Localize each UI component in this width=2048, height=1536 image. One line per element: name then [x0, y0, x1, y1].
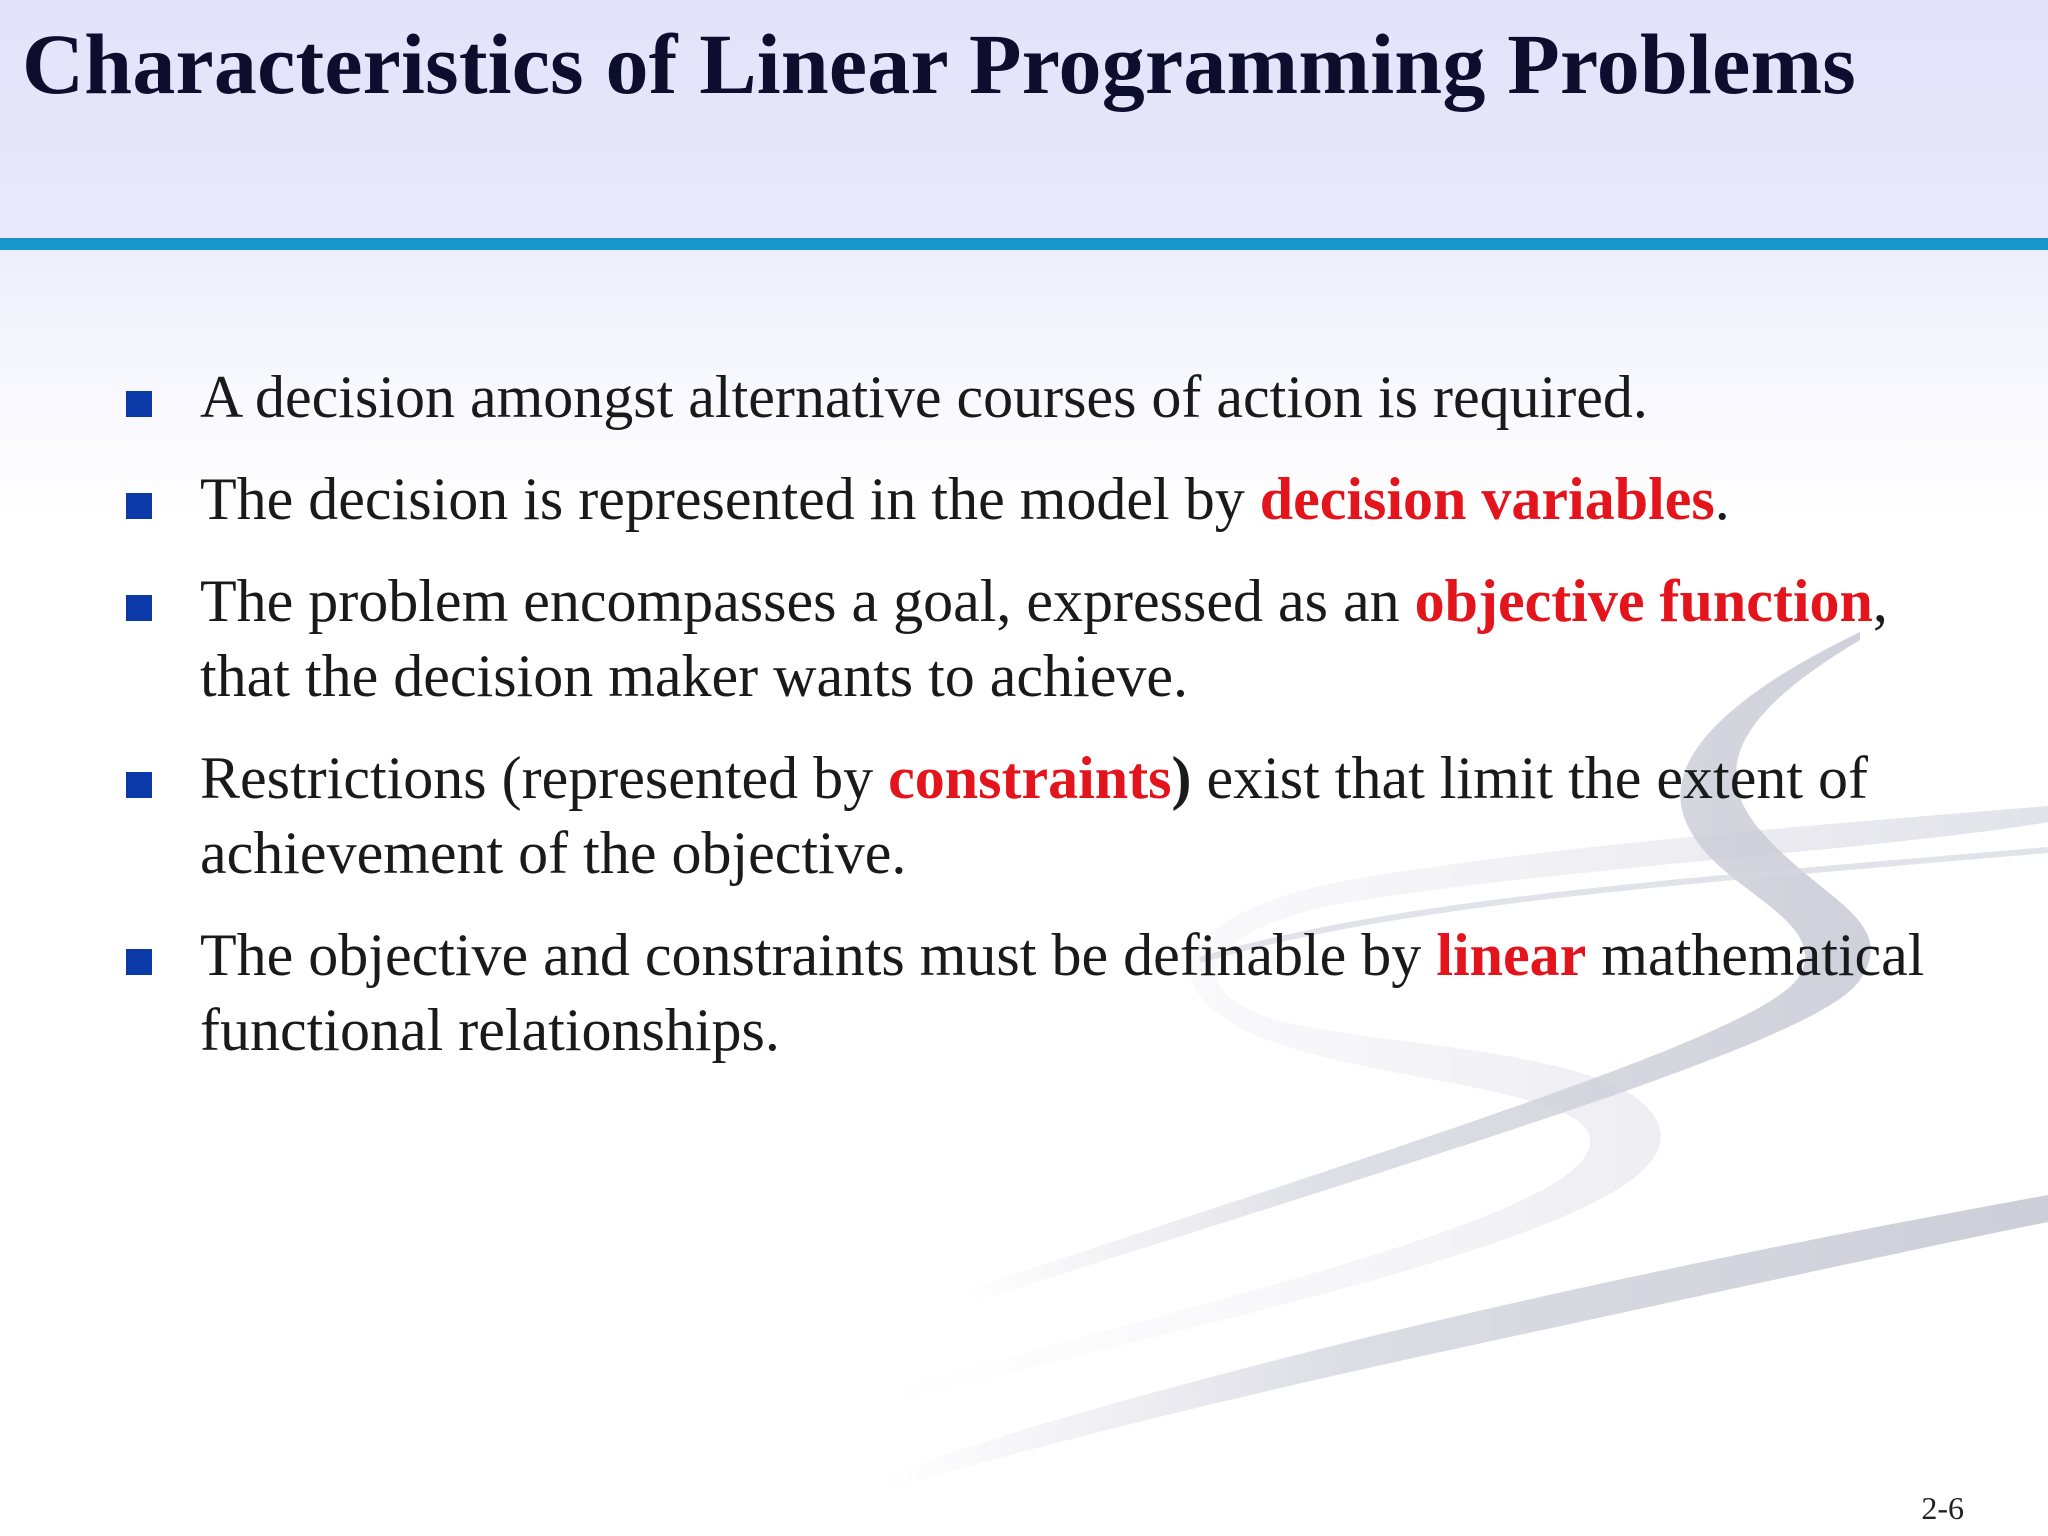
slide-title: Characteristics of Linear Programming Problems [22, 16, 1856, 112]
page-number: 2-6 [1921, 1490, 1964, 1526]
bullet-text: exist that limit the extent of achievement of the objective. [200, 745, 1868, 886]
bullet-text: Restrictions (represented by [200, 745, 889, 811]
bullet-text: The decision is represented in the model by [200, 466, 1260, 532]
bullet-text: mathematical functional relationships. [200, 922, 1925, 1063]
bullet-text: . [1714, 466, 1730, 532]
bullet-item-objective-function [126, 564, 1946, 714]
square-bullet-icon [126, 949, 152, 975]
bullet-text: , that the decision maker wants to achieve. [200, 568, 1888, 709]
bullet-item-decision-variables [126, 462, 1946, 537]
bullet-text: The problem encompasses a goal, expressed as an [200, 568, 1415, 634]
closing-paren: ) [1171, 745, 1192, 811]
square-bullet-icon [126, 391, 152, 417]
bullet-item-linear [126, 918, 1946, 1068]
bullet-list [126, 360, 1946, 1095]
bullet-text: A decision amongst alternative courses of action is required. [200, 364, 1648, 430]
highlight-term: objective function [1414, 568, 1873, 634]
highlight-term: linear [1436, 922, 1587, 988]
square-bullet-icon [126, 493, 152, 519]
highlight-term: constraints [888, 745, 1172, 811]
bullet-text: The objective and constraints must be definable by [200, 922, 1437, 988]
square-bullet-icon [126, 595, 152, 621]
highlight-term: decision variables [1259, 466, 1715, 532]
square-bullet-icon [126, 772, 152, 798]
bullet-item-decision [126, 360, 1946, 435]
bullet-item-constraints [126, 741, 1946, 891]
